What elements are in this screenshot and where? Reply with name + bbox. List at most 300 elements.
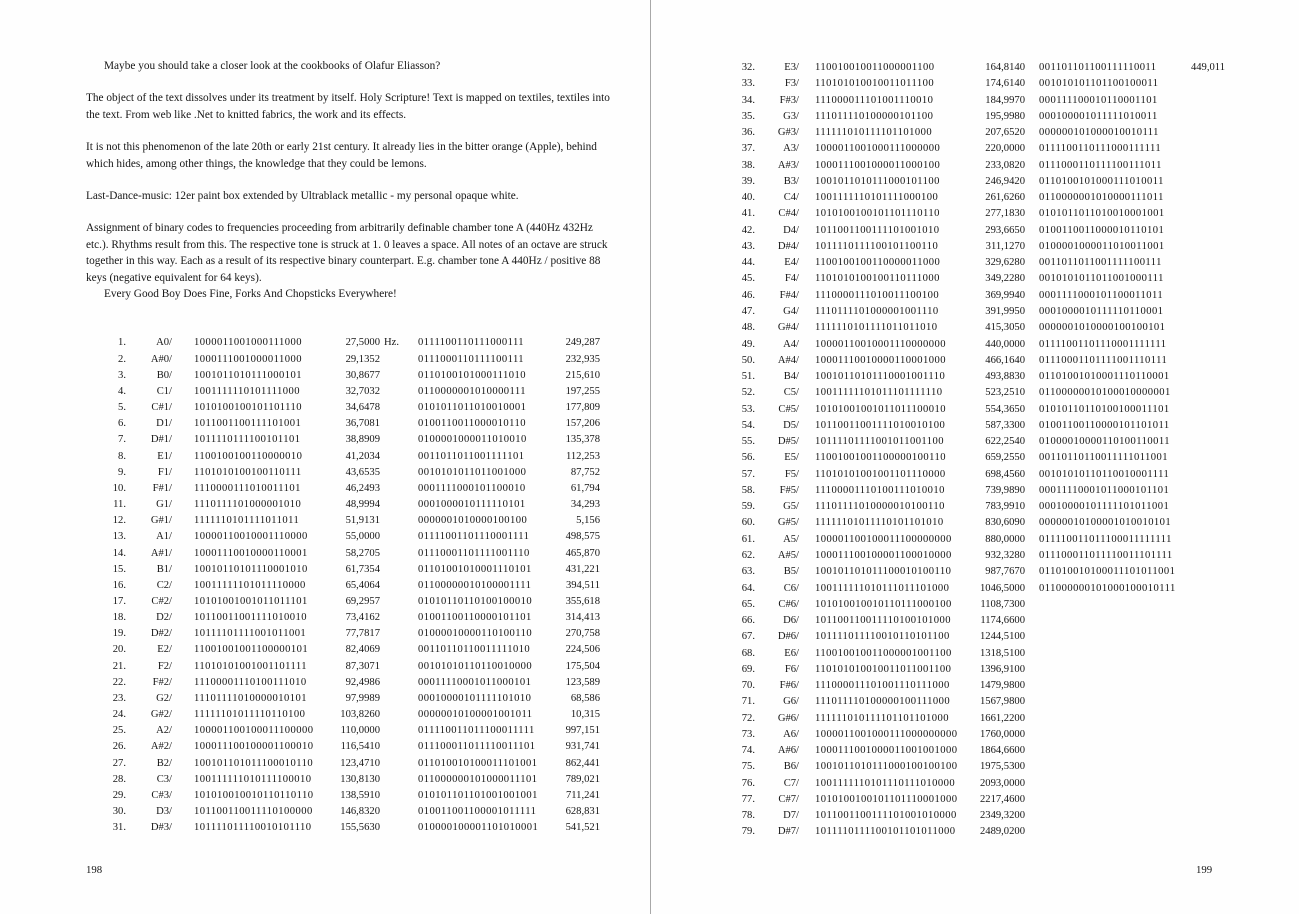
table-row [731, 190, 1225, 206]
cell-note: B4/ [783, 371, 799, 383]
cell-bin: 100111111010111011101000 [815, 582, 950, 594]
cell-idx: 56. [741, 452, 755, 464]
cell-freq: 349,2280 [985, 273, 1025, 285]
cell-comp: 0001000010111110101 [418, 499, 526, 511]
cell-bin: 101100110011110100000 [194, 806, 313, 817]
table-row [731, 109, 1225, 125]
cell-compdec [1175, 402, 1225, 418]
cell-freq: 1318,5100 [979, 647, 1025, 659]
table-row [102, 659, 616, 675]
cell-comp: 01101001010001110110001 [1039, 371, 1170, 383]
cell-freq: 622,2540 [985, 436, 1025, 448]
cell-idx: 79. [741, 826, 755, 838]
cell-comp: 0001111000101100011011 [1039, 289, 1164, 301]
table-row [731, 662, 1225, 678]
cell-comp: 011010010100011101001 [418, 757, 538, 769]
cell-idx: 51. [741, 371, 755, 383]
cell-bin: 111000011101001110010 [815, 94, 934, 106]
cell-idx: 65. [741, 598, 755, 610]
table-row [731, 304, 1225, 320]
cell-bin: 1101010100100110111 [194, 466, 302, 478]
cell-idx: 70. [741, 680, 755, 692]
cell-idx: 39. [741, 175, 755, 187]
paragraph: Assignment of binary codes to frequencies proceeding from arbitrarily definable chamber tone A (440Hz 432Hz etc.). Rhythms result from this. The respective tone is struck at 1. 0 leaves a space. All notes of an octave are struck together in this way. Each as a result of its respective binary counterpart. E.g. chamber tone A 440Hz / positive 88 keys (negative equivalent for 64 keys). [86, 222, 608, 284]
cell-bin: 100001100100011100000 [194, 725, 314, 737]
cell-bin: 11001001001100000100110 [815, 452, 946, 464]
cell-compdec [1175, 483, 1225, 499]
table-row [731, 678, 1225, 694]
cell-compdec: 5,156 [576, 515, 600, 527]
cell-note: F2/ [157, 660, 172, 672]
cell-freq: 415,3050 [985, 322, 1025, 334]
cell-note: A#1/ [150, 547, 172, 559]
cell-bin: 1100100100110000010 [194, 450, 303, 462]
cell-bin: 1001011010111000101 [194, 369, 303, 381]
cell-idx: 49. [741, 338, 755, 350]
cell-compdec: 34,293 [570, 499, 600, 511]
cell-freq: 233,0820 [985, 159, 1025, 171]
cell-idx: 13. [112, 531, 126, 543]
page-divider [650, 0, 651, 914]
cell-freq: 146,8320 [340, 806, 380, 817]
cell-comp: 0111000110111100111011 [1039, 159, 1162, 171]
cell-idx: 54. [741, 419, 755, 431]
cell-note: C4/ [783, 192, 799, 204]
cell-freq: 184,9970 [985, 94, 1025, 106]
cell-note: A3/ [783, 143, 799, 155]
cell-comp [1039, 597, 1171, 613]
cell-comp: 01000010000110100110 [418, 628, 533, 640]
cell-idx: 37. [741, 143, 755, 155]
table-row [102, 513, 616, 529]
cell-bin: 11010101001001101111 [194, 660, 307, 672]
cell-freq: 58,2705 [345, 547, 380, 559]
cell-compdec [1175, 759, 1225, 775]
cell-comp: 0110000001010000111 [418, 385, 527, 397]
cell-note: G#2/ [150, 709, 172, 721]
cell-note: A0/ [156, 337, 172, 349]
cell-note: F6/ [784, 663, 799, 675]
table-row [731, 255, 1225, 271]
cell-compdec: 135,378 [565, 434, 600, 446]
cell-idx: 3. [118, 369, 126, 381]
cell-bin: 1001011010111000100100100 [815, 761, 958, 773]
cell-comp: 0100001000011010011001 [1039, 240, 1165, 252]
cell-comp: 0110100101000111010 [418, 369, 527, 381]
cell-bin: 10110011001111010010100 [815, 419, 946, 431]
cell-idx: 26. [112, 741, 126, 753]
table-row [102, 642, 616, 658]
cell-comp: 010101101101001001001 [418, 789, 538, 801]
table-row [731, 60, 1225, 76]
cell-note: D#2/ [150, 628, 172, 640]
cell-freq: 783,9910 [985, 501, 1025, 513]
cell-compdec: 157,206 [565, 418, 600, 430]
cell-note: E2/ [157, 644, 172, 656]
cell-freq: 69,2957 [345, 595, 380, 607]
cell-compdec: 270,758 [565, 628, 600, 640]
cell-idx: 10. [112, 482, 126, 494]
cell-unit [380, 497, 406, 513]
cell-idx: 69. [741, 663, 755, 675]
table-row [731, 353, 1225, 369]
table-row [102, 352, 616, 368]
page-number-left: 198 [86, 864, 103, 876]
cell-note: B2/ [156, 757, 172, 769]
cell-unit [380, 788, 406, 804]
cell-unit [380, 691, 406, 707]
cell-freq: 698,4560 [985, 468, 1025, 480]
cell-note: B6/ [783, 761, 799, 773]
cell-comp: 010000100001101010001 [418, 822, 539, 834]
cell-comp [1039, 662, 1171, 678]
cell-comp [1039, 824, 1171, 840]
cell-idx: 68. [741, 647, 755, 659]
cell-note: C#4/ [778, 208, 799, 220]
cell-note: D7/ [783, 810, 799, 822]
cell-idx: 15. [112, 563, 126, 575]
cell-freq: 130,8130 [340, 773, 380, 785]
cell-bin: 10001110010000110001 [194, 547, 308, 559]
table-row [731, 808, 1225, 824]
cell-idx: 9. [118, 466, 126, 478]
cell-compdec [1175, 678, 1225, 694]
cell-comp: 0001111000101100010 [418, 482, 526, 494]
cell-idx: 1. [118, 337, 126, 349]
cell-freq: 293,6650 [985, 224, 1025, 236]
cell-note: G#1/ [150, 515, 172, 527]
cell-comp: 01100000010100001111 [418, 579, 532, 591]
cell-note: F3/ [784, 78, 799, 90]
cell-unit [380, 707, 406, 723]
cell-note: B5/ [783, 566, 799, 578]
cell-unit [380, 642, 406, 658]
cell-idx: 22. [112, 676, 126, 688]
cell-bin: 1000011001000111000 [194, 337, 303, 349]
cell-idx: 7. [118, 434, 126, 446]
cell-compdec: 394,511 [565, 579, 600, 591]
cell-compdec [1175, 450, 1225, 466]
cell-note: D1/ [156, 418, 172, 430]
cell-note: A#4/ [777, 354, 799, 366]
cell-compdec [1175, 109, 1225, 125]
cell-freq: 2217,4600 [979, 793, 1025, 805]
cell-idx: 11. [113, 499, 126, 511]
cell-bin: 1001111110101111000100 [815, 192, 939, 204]
cell-bin: 110101010010011011001100 [815, 663, 952, 675]
table-row [731, 385, 1225, 401]
cell-idx: 33. [741, 78, 755, 90]
cell-compdec [1175, 288, 1225, 304]
cell-note: G1/ [156, 499, 172, 511]
cell-unit [380, 562, 406, 578]
cell-comp: 011100011011110011101111 [1039, 549, 1173, 561]
cell-compdec: 175,504 [565, 660, 600, 672]
cell-compdec [1175, 206, 1225, 222]
cell-comp: 011110011011100011111111 [1039, 533, 1172, 545]
table-row [102, 432, 616, 448]
cell-comp: 0101011011010010001 [418, 402, 527, 414]
cell-bin: 1011110111100101101011000 [815, 826, 956, 838]
cell-comp: 0111100110111000111 [418, 337, 525, 349]
cell-note: C#2/ [151, 595, 172, 607]
table-row [731, 581, 1225, 597]
cell-freq: 1567,9800 [979, 696, 1025, 708]
cell-compdec [1175, 320, 1225, 336]
cell-compdec [1175, 141, 1225, 157]
table-row [731, 76, 1225, 92]
cell-bin: 100011100100001100010000 [815, 549, 952, 561]
cell-compdec: 711,241 [565, 789, 600, 801]
cell-idx: 77. [741, 793, 755, 805]
cell-note: C#3/ [151, 789, 172, 801]
cell-freq: 61,7354 [345, 563, 380, 575]
cell-comp: 01111001101110001111 [418, 531, 530, 543]
cell-idx: 60. [741, 517, 755, 529]
cell-bin: 11010101001001101110000 [815, 468, 946, 480]
cell-compdec [1175, 76, 1225, 92]
cell-comp: 01000010000110100110011 [1039, 436, 1170, 448]
cell-idx: 55. [741, 436, 755, 448]
cell-compdec: 123,589 [565, 676, 600, 688]
cell-comp: 00000010100001010010101 [1039, 517, 1172, 529]
cell-note: G#5/ [777, 517, 799, 529]
cell-bin: 1000011001000111000000 [815, 143, 941, 155]
cell-comp: 0110000001010000111011 [1039, 192, 1164, 204]
cell-idx: 4. [118, 385, 126, 397]
cell-note: F#6/ [779, 680, 799, 692]
cell-compdec [1175, 792, 1225, 808]
cell-idx: 19. [112, 628, 126, 640]
cell-note: D#6/ [777, 631, 799, 643]
cell-idx: 14. [112, 547, 126, 559]
table-row [102, 465, 616, 481]
cell-bin: 1110111101000001010 [194, 499, 302, 511]
cell-bin: 111111010111101101000 [815, 127, 933, 139]
paragraph: Every Good Boy Does Fine, Forks And Chopsticks Everywhere! [104, 288, 397, 301]
cell-bin: 1010100100101101110110 [815, 208, 940, 220]
cell-unit [380, 513, 406, 529]
cell-comp: 000000101000010010111 [1039, 127, 1159, 139]
cell-freq: 1864,6600 [979, 745, 1025, 757]
cell-unit [380, 804, 406, 820]
cell-compdec [1175, 646, 1225, 662]
cell-idx: 23. [112, 692, 126, 704]
table-row [731, 694, 1225, 710]
cell-note: G#3/ [777, 127, 799, 139]
cell-note: D3/ [156, 806, 172, 817]
cell-freq: 97,9989 [345, 692, 380, 704]
table-row [731, 402, 1225, 418]
cell-unit [380, 610, 406, 626]
cell-freq: 73,4162 [345, 612, 380, 624]
table-row [102, 691, 616, 707]
cell-compdec [1175, 824, 1225, 840]
table-row [731, 239, 1225, 255]
cell-comp: 01110001101111001110111 [1039, 354, 1168, 366]
cell-comp [1039, 759, 1171, 775]
cell-compdec [1175, 223, 1225, 239]
cell-freq: 830,6090 [985, 517, 1025, 529]
cell-note: E6/ [784, 647, 799, 659]
cell-freq: 523,2510 [985, 387, 1025, 399]
cell-idx: 67. [741, 631, 755, 643]
cell-bin: 1001111110101110111010000 [815, 777, 956, 789]
table-row [731, 467, 1225, 483]
cell-bin: 11100001110100111010010 [815, 484, 945, 496]
cell-idx: 76. [741, 777, 755, 789]
cell-unit [380, 578, 406, 594]
table-row [102, 626, 616, 642]
table-row [102, 756, 616, 772]
table-row [102, 546, 616, 562]
cell-idx: 75. [741, 761, 755, 773]
cell-bin: 10000110010001110000 [194, 531, 308, 543]
cell-compdec [1175, 613, 1225, 629]
page-left [86, 58, 616, 836]
cell-freq: 220,0000 [985, 143, 1025, 155]
cell-freq: 987,7670 [985, 566, 1025, 578]
table-row [102, 578, 616, 594]
cell-freq: 164,8140 [985, 62, 1025, 73]
cell-freq: 65,4064 [345, 579, 380, 591]
cell-comp [1039, 743, 1171, 759]
cell-comp: 0001000010111110110001 [1039, 305, 1164, 317]
cell-idx: 17. [112, 595, 126, 607]
table-row [731, 483, 1225, 499]
cell-compdec: 355,618 [565, 595, 600, 607]
cell-comp [1039, 678, 1171, 694]
cell-freq: 466,1640 [985, 354, 1025, 366]
cell-freq: 1244,5100 [979, 631, 1025, 643]
cell-compdec: 628,831 [565, 806, 600, 817]
cell-compdec [1175, 727, 1225, 743]
cell-idx: 61. [741, 533, 755, 545]
table-row [102, 416, 616, 432]
cell-unit [380, 723, 406, 739]
cell-bin: 1011110111100101100110 [815, 240, 939, 252]
table-row [731, 174, 1225, 190]
cell-idx: 40. [741, 192, 755, 204]
cell-comp [1039, 808, 1171, 824]
table-row [731, 125, 1225, 141]
cell-compdec [1175, 174, 1225, 190]
cell-bin: 1011001100111101001010 [815, 224, 940, 236]
cell-idx: 47. [741, 305, 755, 317]
cell-note: D#1/ [150, 434, 172, 446]
cell-bin: 101010010010110111000100 [815, 598, 952, 610]
cell-comp: 010011001100001011111 [418, 806, 537, 817]
frequency-table-right [731, 60, 1225, 841]
table-row [731, 288, 1225, 304]
cell-comp [1039, 776, 1171, 792]
cell-bin: 10111101111001011001 [194, 628, 307, 640]
cell-comp: 001101101100111110011 [1039, 62, 1157, 73]
cell-compdec [1175, 93, 1225, 109]
cell-compdec: 862,441 [565, 757, 600, 769]
cell-freq: 277,1830 [985, 208, 1025, 220]
cell-bin: 1110000111010011100100 [815, 289, 940, 301]
cell-freq: 38,8909 [345, 434, 380, 446]
cell-bin: 101100110011110100101000 [815, 615, 951, 627]
cell-note: B3/ [783, 175, 799, 187]
cell-comp [1039, 792, 1171, 808]
cell-bin: 11001001001100000101 [194, 644, 309, 656]
table-row [102, 788, 616, 804]
table-row [102, 562, 616, 578]
cell-freq: 2349,3200 [979, 810, 1025, 822]
cell-unit [380, 626, 406, 642]
cell-freq: 92,4986 [345, 676, 380, 688]
cell-comp: 0011011011001111100111 [1039, 257, 1162, 269]
cell-comp [1039, 613, 1171, 629]
cell-compdec: 10,315 [570, 709, 600, 721]
cell-freq: 1396,9100 [979, 663, 1025, 675]
cell-freq: 1046,5000 [979, 582, 1025, 594]
cell-unit [380, 659, 406, 675]
cell-note: E1/ [157, 450, 172, 462]
cell-freq: 27,5000 [345, 337, 380, 349]
cell-bin: 100001100100011100000000 [815, 533, 952, 545]
cell-freq: 87,3071 [345, 660, 380, 672]
table-row [731, 93, 1225, 109]
cell-idx: 43. [741, 240, 755, 252]
cell-comp: 00110110110011111010 [418, 644, 531, 656]
cell-bin: 111011110100000100111000 [815, 696, 951, 708]
cell-compdec [1175, 694, 1225, 710]
cell-comp: 0100110011000010110101 [1039, 224, 1165, 236]
table-row [731, 369, 1225, 385]
cell-compdec: 87,752 [570, 466, 600, 478]
cell-unit [380, 368, 406, 384]
cell-note: D6/ [783, 615, 799, 627]
cell-note: A#5/ [777, 549, 799, 561]
cell-bin: 1010100100101101110 [194, 402, 303, 414]
cell-note: F#5/ [779, 484, 799, 496]
cell-note: D#3/ [150, 822, 172, 834]
cell-bin: 11100001110100111010 [194, 676, 307, 688]
cell-idx: 58. [741, 484, 755, 496]
cell-comp: 01111001101110001111111 [1039, 338, 1167, 350]
cell-idx: 28. [112, 773, 126, 785]
cell-bin: 1011001100111101001010000 [815, 810, 957, 822]
cell-idx: 78. [741, 810, 755, 822]
cell-note: G2/ [156, 692, 172, 704]
cell-bin: 101111011110010110101100 [815, 631, 950, 643]
cell-idx: 64. [741, 582, 755, 594]
cell-note: B0/ [156, 369, 172, 381]
cell-freq: 103,8260 [340, 709, 380, 721]
paragraph: The object of the text dissolves under its treatment by itself. Holy Scripture! Text is mapped on textiles, textiles into the text. From web like .Net to knitted fabrics, the work and its effects. [86, 92, 610, 121]
cell-compdec: 314,413 [565, 612, 600, 624]
cell-note: D#4/ [777, 240, 799, 252]
cell-bin: 11111101011110110100 [194, 709, 306, 721]
cell-freq: 932,3280 [985, 549, 1025, 561]
cell-bin: 100101101011100010110 [194, 757, 314, 769]
cell-comp: 00000010100001001011 [418, 709, 533, 721]
cell-comp: 00010000101111101010 [418, 692, 532, 704]
cell-note: B1/ [156, 563, 172, 575]
cell-idx: 32. [741, 62, 755, 73]
cell-bin: 110010010011000001001100 [815, 647, 952, 659]
cell-note: F#2/ [152, 676, 172, 688]
cell-bin: 110010010011000001100 [815, 62, 935, 73]
cell-freq: 440,0000 [985, 338, 1025, 350]
cell-freq: 2489,0200 [979, 826, 1025, 838]
cell-comp: 0000001010000100100 [418, 515, 528, 527]
table-row [731, 824, 1225, 840]
cell-note: C#5/ [778, 403, 799, 415]
